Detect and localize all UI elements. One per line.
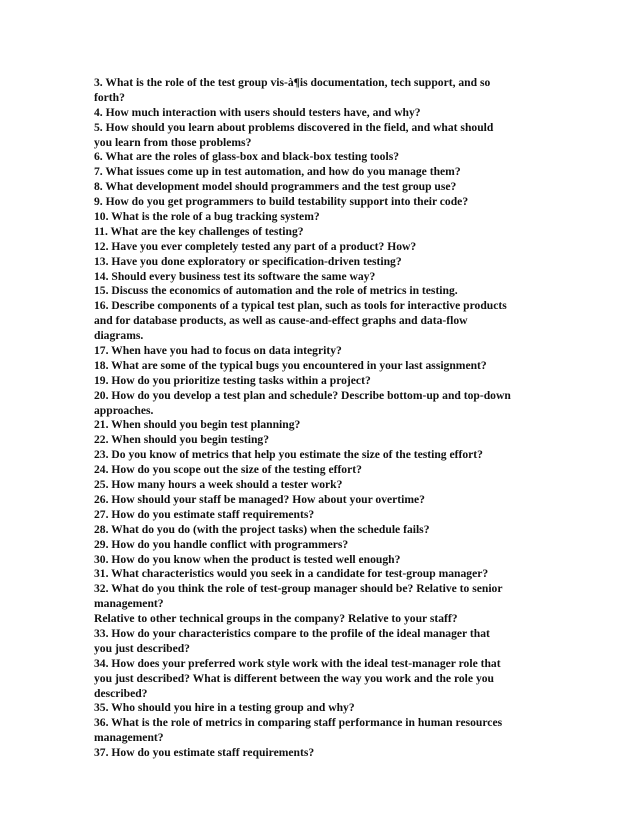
text-line: management? xyxy=(94,597,164,611)
question-list xyxy=(94,76,544,761)
text-line: 6. What are the roles of glass-box and black-box testing tools? xyxy=(94,150,399,164)
text-line: 32. What do you think the role of test-group manager should be? Relative to senior xyxy=(94,582,503,596)
text-line: 23. Do you know of metrics that help you estimate the size of the testing effort? xyxy=(94,448,483,462)
text-line: 9. How do you get programmers to build testability support into their code? xyxy=(94,195,469,209)
text-line: 3. What is the role of the test group vis-à¶is documentation, tech support, and so xyxy=(94,76,491,89)
text-line: forth? xyxy=(94,90,125,104)
text-line: 25. How many hours a week should a tester work? xyxy=(94,478,343,492)
text-line: 14. Should every business test its software the same way? xyxy=(94,269,376,283)
text-line: 13. Have you done exploratory or specification-driven testing? xyxy=(94,254,402,268)
text-line: described? xyxy=(94,686,148,700)
text-line: 31. What characteristics would you seek in a candidate for test-group manager? xyxy=(94,567,489,581)
text-line: 10. What is the role of a bug tracking system? xyxy=(94,210,320,224)
text-line: 7. What issues come up in test automation, and how do you manage them? xyxy=(94,165,461,179)
text-line: 20. How do you develop a test plan and schedule? Describe bottom-up and top-down xyxy=(94,388,511,402)
text-line: 33. How do your characteristics compare to the profile of the ideal manager that xyxy=(94,626,490,640)
text-line: 26. How should your staff be managed? How about your overtime? xyxy=(94,492,425,506)
text-line: and for database products, as well as cause-and-effect graphs and data-flow xyxy=(94,314,468,328)
text-line: 5. How should you learn about problems discovered in the field, and what should xyxy=(94,120,494,134)
text-line: 11. What are the key challenges of testing? xyxy=(94,224,304,238)
text-line: 17. When have you had to focus on data integrity? xyxy=(94,344,342,358)
text-line: 22. When should you begin testing? xyxy=(94,433,270,447)
text-line: 29. How do you handle conflict with programmers? xyxy=(94,537,349,551)
text-line: diagrams. xyxy=(94,329,144,343)
text-line: 27. How do you estimate staff requirements? xyxy=(94,507,315,521)
text-line: 12. Have you ever completely tested any part of a product? How? xyxy=(94,239,417,253)
text-line: 28. What do you do (with the project tasks) when the schedule fails? xyxy=(94,522,430,536)
text-line: 37. How do you estimate staff requirements? xyxy=(94,746,315,760)
text-line: 4. How much interaction with users should testers have, and why? xyxy=(94,105,421,119)
text-line: 36. What is the role of metrics in comparing staff performance in human resources xyxy=(94,716,503,730)
text-line: you learn from those problems? xyxy=(94,135,252,149)
text-line: Relative to other technical groups in the company? Relative to your staff? xyxy=(94,612,458,626)
text-line: 19. How do you prioritize testing tasks within a project? xyxy=(94,373,371,387)
text-line: you just described? xyxy=(94,641,190,655)
text-line: 35. Who should you hire in a testing group and why? xyxy=(94,701,355,715)
text-line: 15. Discuss the economics of automation and the role of metrics in testing. xyxy=(94,284,458,298)
text-line: 24. How do you scope out the size of the testing effort? xyxy=(94,463,362,477)
text-line: 16. Describe components of a typical test plan, such as tools for interactive products xyxy=(94,299,507,313)
text-line: 34. How does your preferred work style work with the ideal test-manager role that xyxy=(94,656,501,670)
text-line: 8. What development model should programmers and the test group use? xyxy=(94,180,457,194)
text-line: management? xyxy=(94,731,164,745)
text-line: approaches. xyxy=(94,403,154,417)
text-line: 21. When should you begin test planning? xyxy=(94,418,301,432)
text-line: 30. How do you know when the product is tested well enough? xyxy=(94,552,401,566)
text-line: you just described? What is different between the way you work and the role you xyxy=(94,671,494,685)
text-line: 18. What are some of the typical bugs you encountered in your last assignment? xyxy=(94,358,487,372)
